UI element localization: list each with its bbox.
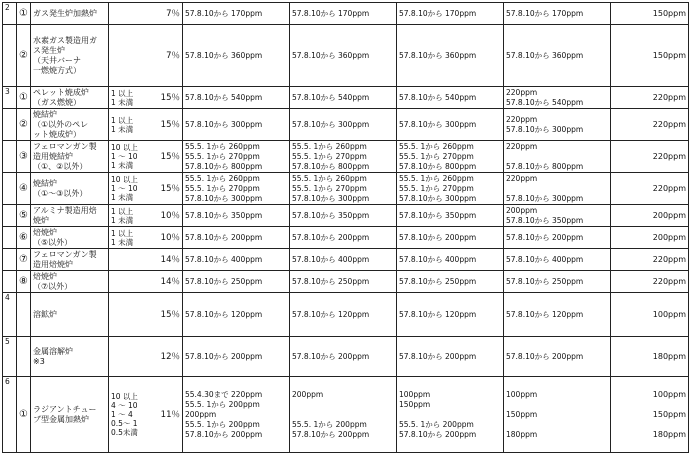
limit-period-2: 57.8.10から 540ppm: [290, 87, 397, 109]
limit-period-2: 57.8.10から 350ppm: [290, 205, 397, 227]
oxygen-standard: 15％: [151, 141, 183, 173]
table-row: [3, 205, 689, 227]
limit-period-2: 200ppm 55.5. 1から 200ppm 57.8.10から 200ppm: [290, 377, 397, 453]
table-row: [3, 271, 689, 293]
limit-period-4: 57.8.10から 250ppm: [504, 271, 611, 293]
sub-item-marker: [17, 293, 31, 337]
limit-period-3: 57.8.10から 300ppm: [397, 109, 504, 141]
limit-period-3: 55.5. 1から 260ppm 55.5. 1から 270ppm 57.8.10から 800ppm: [397, 141, 504, 173]
limit-period-1: 57.8.10から 120ppm: [183, 293, 290, 337]
limit-period-3: 57.8.10から 350ppm: [397, 205, 504, 227]
limit-period-3: 57.8.10から 250ppm: [397, 271, 504, 293]
current-limit: 220ppm: [611, 271, 689, 293]
capacity-condition: [109, 293, 151, 337]
limit-period-4: 220ppm 57.8.10から 300ppm: [504, 173, 611, 205]
oxygen-standard: 10％: [151, 205, 183, 227]
limit-period-3: 57.8.10から 200ppm: [397, 227, 504, 249]
limit-period-3: 57.8.10から 540ppm: [397, 87, 504, 109]
table-row: [3, 249, 689, 271]
current-limit: 220ppm: [611, 141, 689, 173]
facility-name: 金属溶解炉 ※3: [31, 337, 109, 377]
current-limit: 180ppm: [611, 337, 689, 377]
limit-period-4: 220ppm 57.8.10から 540ppm: [504, 87, 611, 109]
table-row: [3, 173, 689, 205]
oxygen-standard: 7％: [151, 25, 183, 87]
table-row: [3, 293, 689, 337]
capacity-condition: [109, 3, 151, 25]
oxygen-standard: 15％: [151, 293, 183, 337]
limit-period-3: 57.8.10から 400ppm: [397, 249, 504, 271]
row-number: [3, 227, 17, 249]
capacity-condition: [109, 249, 151, 271]
limit-period-1: 57.8.10から 300ppm: [183, 109, 290, 141]
row-number: [3, 173, 17, 205]
facility-name: 焙焼炉 （⑤以外）: [31, 227, 109, 249]
limit-period-4: 200ppm 57.8.10から 350ppm: [504, 205, 611, 227]
limit-period-3: 57.8.10から 120ppm: [397, 293, 504, 337]
current-limit: 200ppm: [611, 205, 689, 227]
limit-period-2: 57.8.10から 170ppm: [290, 3, 397, 25]
facility-name: 水素ガス製造用ガ ス発生炉 （天井バーナ 一燃焼方式）: [31, 25, 109, 87]
oxygen-standard: 15％: [151, 87, 183, 109]
capacity-condition: 1 以上 1 未満: [109, 109, 151, 141]
facility-name: 溶鉱炉: [31, 293, 109, 337]
limit-period-4: 57.8.10から 120ppm: [504, 293, 611, 337]
capacity-condition: 10 以上 1 ～ 10 1 未満: [109, 173, 151, 205]
sub-item-marker: ⑦: [17, 249, 31, 271]
limit-period-3: 100ppm 150ppm 55.5. 1から 200ppm 57.8.10から 200ppm: [397, 377, 504, 453]
sub-item-marker: ⑧: [17, 271, 31, 293]
sub-item-marker: ①: [17, 3, 31, 25]
capacity-condition: [109, 25, 151, 87]
oxygen-standard: 14％: [151, 271, 183, 293]
current-limit: 100ppm 150ppm 180ppm: [611, 377, 689, 453]
row-number: 2: [3, 3, 17, 25]
limit-period-4: 220ppm 57.8.10から 300ppm: [504, 109, 611, 141]
row-number: 4: [3, 293, 17, 337]
capacity-condition: [109, 271, 151, 293]
table-row: [3, 227, 689, 249]
table-row: [3, 337, 689, 377]
facility-name: フェロマンガン製 造用焼結炉 （①、②以外）: [31, 141, 109, 173]
limit-period-3: 57.8.10から 200ppm: [397, 337, 504, 377]
oxygen-standard: 14％: [151, 249, 183, 271]
limit-period-1: 57.8.10から 350ppm: [183, 205, 290, 227]
limit-period-2: 57.8.10から 250ppm: [290, 271, 397, 293]
current-limit: 220ppm: [611, 109, 689, 141]
limit-period-4: 57.8.10から 360ppm: [504, 25, 611, 87]
oxygen-standard: 12％: [151, 337, 183, 377]
sub-item-marker: ⑥: [17, 227, 31, 249]
limit-period-1: 57.8.10から 250ppm: [183, 271, 290, 293]
capacity-condition: 1 以上 1 未満: [109, 227, 151, 249]
sub-item-marker: ②: [17, 109, 31, 141]
sub-item-marker: [17, 337, 31, 377]
sub-item-marker: ④: [17, 173, 31, 205]
capacity-condition: 1 以上 1 未満: [109, 205, 151, 227]
table-row: [3, 109, 689, 141]
limit-period-1: 57.8.10から 360ppm: [183, 25, 290, 87]
limit-period-1: 57.8.10から 170ppm: [183, 3, 290, 25]
limit-period-1: 57.8.10から 400ppm: [183, 249, 290, 271]
limit-period-4: 57.8.10から 200ppm: [504, 227, 611, 249]
limit-period-1: 57.8.10から 200ppm: [183, 227, 290, 249]
table-row: [3, 25, 689, 87]
limit-period-2: 55.5. 1から 260ppm 55.5. 1から 270ppm 57.8.10から 300ppm: [290, 173, 397, 205]
current-limit: 200ppm: [611, 227, 689, 249]
row-number: [3, 25, 17, 87]
oxygen-standard: 7％: [151, 3, 183, 25]
limit-period-4: 220ppm 57.8.10から 800ppm: [504, 141, 611, 173]
row-number: [3, 271, 17, 293]
limit-period-3: 57.8.10から 360ppm: [397, 25, 504, 87]
limit-period-4: 100ppm 150ppm 180ppm: [504, 377, 611, 453]
sub-item-marker: ②: [17, 25, 31, 87]
current-limit: 220ppm: [611, 173, 689, 205]
row-number: [3, 109, 17, 141]
row-number: 3: [3, 87, 17, 109]
current-limit: 220ppm: [611, 87, 689, 109]
row-number: 5: [3, 337, 17, 377]
row-number: [3, 205, 17, 227]
sub-item-marker: ③: [17, 141, 31, 173]
current-limit: 150ppm: [611, 3, 689, 25]
table-row: [3, 3, 689, 25]
limit-period-4: 57.8.10から 170ppm: [504, 3, 611, 25]
facility-name: 焼結炉 （①～③以外）: [31, 173, 109, 205]
current-limit: 220ppm: [611, 249, 689, 271]
limit-period-2: 55.5. 1から 260ppm 55.5. 1から 270ppm 57.8.10から 800ppm: [290, 141, 397, 173]
table-row: [3, 141, 689, 173]
oxygen-standard: 11％: [151, 377, 183, 453]
facility-name: フェロマンガン製 造用焙焼炉: [31, 249, 109, 271]
current-limit: 100ppm: [611, 293, 689, 337]
capacity-condition: 10 以上 4 ～ 10 1 ～ 4 0.5～ 1 0.5未満: [109, 377, 151, 453]
limit-period-3: 55.5. 1から 260ppm 55.5. 1から 270ppm 57.8.10から 300ppm: [397, 173, 504, 205]
current-limit: 150ppm: [611, 25, 689, 87]
table-row: [3, 87, 689, 109]
emission-standards-table: [2, 2, 689, 453]
facility-name: アルミナ製造用焙 焼炉: [31, 205, 109, 227]
capacity-condition: 1 以上 1 未満: [109, 87, 151, 109]
row-number: [3, 249, 17, 271]
oxygen-standard: 15％: [151, 109, 183, 141]
limit-period-1: 55.4.30まで 220ppm 55.5. 1から 200ppm 200ppm 55.5. 1から 200ppm 57.8.10から 200ppm: [183, 377, 290, 453]
sub-item-marker: ⑤: [17, 205, 31, 227]
table-row: [3, 377, 689, 453]
limit-period-1: 55.5. 1から 260ppm 55.5. 1から 270ppm 57.8.10から 800ppm: [183, 141, 290, 173]
facility-name: ガス発生炉加熱炉: [31, 3, 109, 25]
row-number: 6: [3, 377, 17, 453]
facility-name: ラジアントチュー ブ型金属加熱炉: [31, 377, 109, 453]
limit-period-3: 57.8.10から 170ppm: [397, 3, 504, 25]
limit-period-2: 57.8.10から 200ppm: [290, 337, 397, 377]
limit-period-1: 55.5. 1から 260ppm 55.5. 1から 270ppm 57.8.10から 300ppm: [183, 173, 290, 205]
limit-period-4: 57.8.10から 200ppm: [504, 337, 611, 377]
oxygen-standard: 10％: [151, 227, 183, 249]
limit-period-4: 57.8.10から 400ppm: [504, 249, 611, 271]
limit-period-2: 57.8.10から 120ppm: [290, 293, 397, 337]
facility-name: 焼結炉 （①以外のペレ ット焼成炉）: [31, 109, 109, 141]
limit-period-1: 57.8.10から 540ppm: [183, 87, 290, 109]
limit-period-2: 57.8.10から 200ppm: [290, 227, 397, 249]
facility-name: ペレット焼成炉 （ガス燃焼）: [31, 87, 109, 109]
capacity-condition: [109, 337, 151, 377]
limit-period-1: 57.8.10から 200ppm: [183, 337, 290, 377]
oxygen-standard: 15％: [151, 173, 183, 205]
facility-name: 焙焼炉 （⑦以外）: [31, 271, 109, 293]
capacity-condition: 10 以上 1 ～ 10 1 未満: [109, 141, 151, 173]
limit-period-2: 57.8.10から 400ppm: [290, 249, 397, 271]
limit-period-2: 57.8.10から 360ppm: [290, 25, 397, 87]
limit-period-2: 57.8.10から 300ppm: [290, 109, 397, 141]
sub-item-marker: ①: [17, 87, 31, 109]
sub-item-marker: ①: [17, 377, 31, 453]
row-number: [3, 141, 17, 173]
